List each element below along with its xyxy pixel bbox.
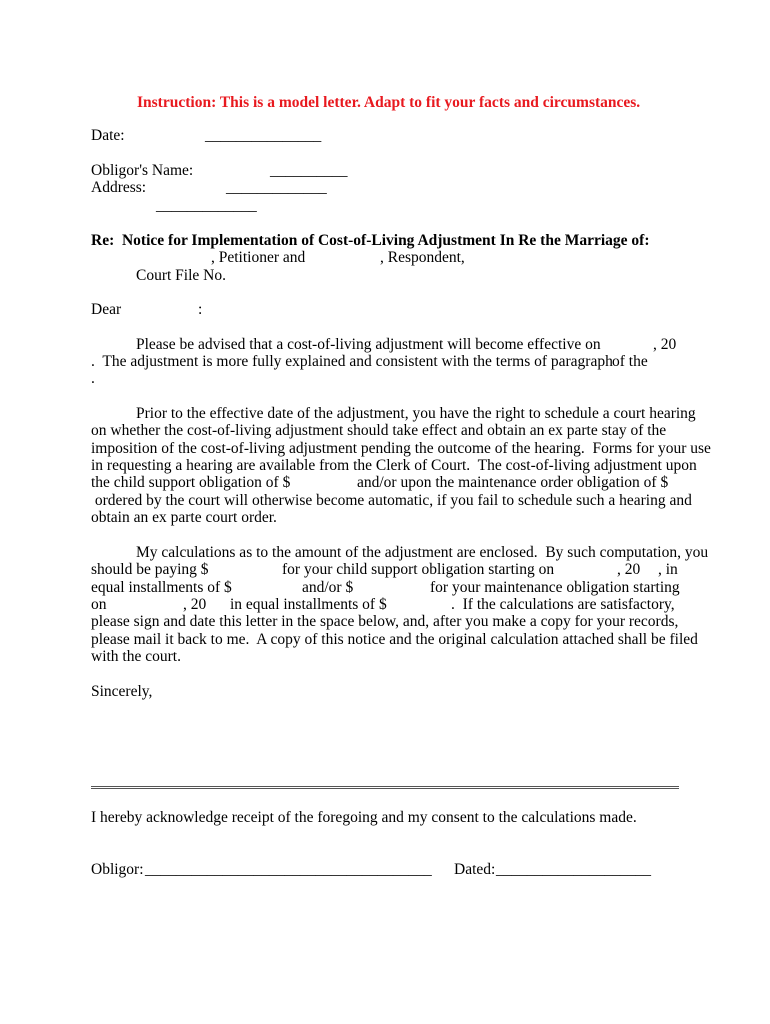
p2-line-6: ordered by the court will otherwise become automatic, if you fail to schedule such a hearing and	[91, 492, 692, 509]
p3-line-3c: for your maintenance obligation starting	[430, 579, 680, 596]
separator-line	[91, 786, 679, 789]
obligor-signature-blank[interactable]: _____________________________________	[145, 861, 432, 878]
p3-line-4a: on	[91, 596, 107, 613]
p2-line-2: on whether the cost-of-living adjustment should take effect and obtain an ex parte stay of the	[91, 422, 667, 439]
obligor-signature-label: Obligor:	[91, 861, 144, 878]
p2-line-5a: the child support obligation of $	[91, 474, 291, 491]
p3-line-4b: , 20	[183, 596, 207, 613]
p2-line-7: obtain an ex parte court order.	[91, 509, 277, 526]
court-file: Court File No.	[136, 267, 226, 284]
p2-line-5b: and/or upon the maintenance order obligation of $	[357, 474, 669, 491]
address-blank-2: _____________	[156, 197, 257, 214]
dear-colon: :	[198, 301, 203, 318]
acknowledgement: I hereby acknowledge receipt of the foregoing and my consent to the calculations made.	[91, 809, 637, 826]
date-label: Date:	[91, 127, 125, 144]
obligor-name-label: Obligor's Name:	[91, 162, 194, 179]
p3-line-2b: for your child support obligation starting on	[282, 561, 555, 578]
sincerely: Sincerely,	[91, 683, 153, 700]
p3-line-2d: , in	[658, 561, 678, 578]
address-blank-1: _____________	[226, 179, 327, 196]
date-blank: _______________	[205, 127, 322, 144]
address-label: Address:	[91, 179, 147, 196]
dated-label: Dated:	[454, 861, 496, 878]
p3-line-2a: should be paying $	[91, 561, 209, 578]
p3-line-1: My calculations as to the amount of the adjustment are enclosed. By such computation, you	[136, 544, 709, 561]
p1-line-1: Please be advised that a cost-of-living adjustment will become effective on	[136, 336, 601, 353]
p3-line-4d: . If the calculations are satisfactory,	[451, 596, 675, 613]
p1-line-1b: , 20	[653, 336, 677, 353]
p3-line-3b: and/or $	[302, 579, 354, 596]
instruction: Instruction: This is a model letter. Adapt to fit your facts and circumstances.	[137, 94, 641, 111]
p3-line-5: please sign and date this letter in the space below, and, after you make a copy for your records,	[91, 613, 679, 630]
re-line: Re: Notice for Implementation of Cost-of-Living Adjustment In Re the Marriage of:	[91, 232, 650, 249]
p1-line-2: . The adjustment is more fully explained and consistent with the terms of paragraph	[91, 353, 613, 370]
respondent: , Respondent,	[380, 249, 465, 266]
p3-line-6: please mail it back to me. A copy of this notice and the original calculation attached shall be filed	[91, 631, 698, 648]
obligor-name-blank: __________	[270, 162, 348, 179]
p2-line-3: imposition of the cost-of-living adjustment pending the outcome of the hearing. Forms for your use	[91, 440, 711, 457]
p3-line-4c: in equal installments of $	[230, 596, 387, 613]
dated-blank[interactable]: ____________________	[496, 861, 651, 878]
dear: Dear	[91, 301, 122, 318]
p2-line-4: in requesting a hearing are available from the Clerk of Court. The cost-of-living adjustment upon	[91, 457, 697, 474]
p3-line-3a: equal installments of $	[91, 579, 232, 596]
petitioner: , Petitioner and	[211, 249, 306, 266]
p3-line-2c: , 20	[617, 561, 641, 578]
p2-line-1: Prior to the effective date of the adjustment, you have the right to schedule a court hearing	[136, 405, 696, 422]
p1-line-2b: of the	[612, 353, 648, 370]
p3-line-7: with the court.	[91, 648, 181, 665]
p1-line-3: .	[91, 370, 95, 387]
